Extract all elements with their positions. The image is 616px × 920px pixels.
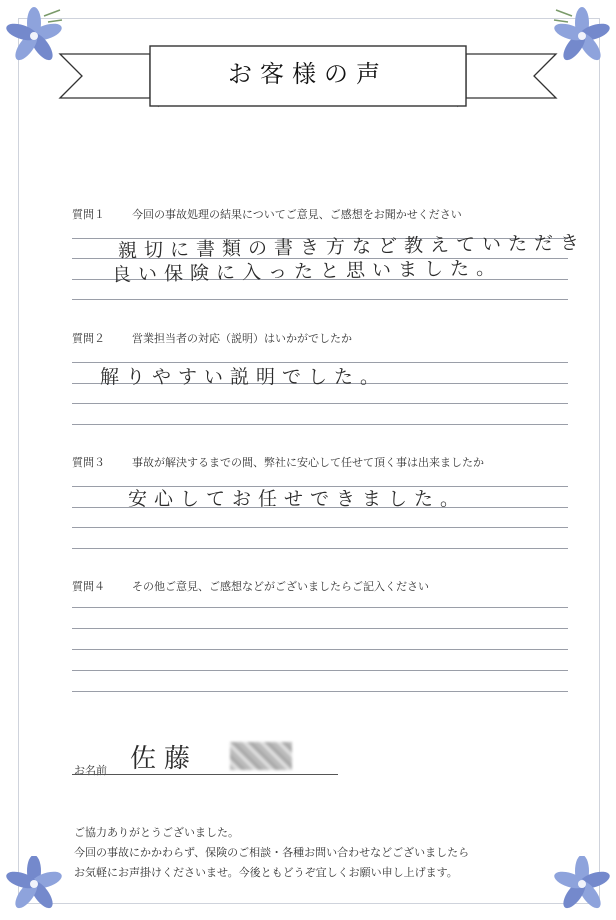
answer-line	[72, 607, 568, 609]
page-title: お客様の声	[228, 60, 388, 88]
redacted-given-name	[230, 742, 292, 770]
footer-thanks: ご協力ありがとうございました。	[74, 826, 239, 839]
flower-bottom-right	[552, 856, 612, 916]
question-number: 質問１	[72, 208, 105, 221]
question-1	[72, 206, 462, 222]
handwritten-name: 佐藤	[130, 744, 199, 774]
question-text: その他ご意見、ご感想などがございましたらご記入ください	[132, 580, 429, 593]
question-text: 事故が解決するまでの間、弊社に安心して任せて頂く事は出来ましたか	[132, 456, 484, 469]
question-4	[72, 578, 429, 594]
answer-line	[72, 424, 568, 426]
answer-line	[72, 628, 568, 630]
flower-icon	[4, 856, 64, 916]
footer-line-2: 今回の事故にかかわらず、保険のご相談・各種お問い合わせなどございましたら	[74, 846, 470, 859]
question-3	[72, 454, 484, 470]
answer-line	[72, 649, 568, 651]
question-number: 質問４	[72, 580, 105, 593]
flower-bottom-left	[4, 856, 64, 916]
footer-line-3: お気軽にお声掛けくださいませ。今後ともどうぞ宜しくお願い申し上げます。	[74, 866, 458, 879]
name-underline	[72, 774, 338, 775]
question-text: 今回の事故処理の結果についてご意見、ご感想をお聞かせください	[132, 208, 462, 221]
handwritten-answer-3: 安心してお任せできました。	[128, 488, 467, 510]
title-banner	[58, 40, 558, 120]
question-number: 質問３	[72, 456, 105, 469]
name-label: お名前	[74, 764, 107, 777]
flower-icon	[552, 856, 612, 916]
question-text: 営業担当者の対応（説明）はいかがでしたか	[132, 332, 352, 345]
handwritten-answer-2: 解りやすい説明でした。	[100, 366, 387, 388]
flower-icon	[552, 6, 612, 66]
answer-line	[72, 670, 568, 672]
flower-top-left	[4, 6, 64, 66]
answer-line	[72, 299, 568, 301]
answer-line	[72, 527, 568, 529]
answer-line	[72, 403, 568, 405]
flower-icon	[4, 6, 64, 66]
question-2	[72, 330, 352, 346]
answer-line	[72, 691, 568, 693]
question-number: 質問２	[72, 332, 105, 345]
handwritten-answer-1-line-1: 親切に書類の書き方など教えていただき	[117, 231, 587, 262]
handwritten-answer-1-line-2: 良い保険に入ったと思いました。	[111, 257, 503, 286]
flower-top-right	[552, 6, 612, 66]
answer-line	[72, 548, 568, 550]
